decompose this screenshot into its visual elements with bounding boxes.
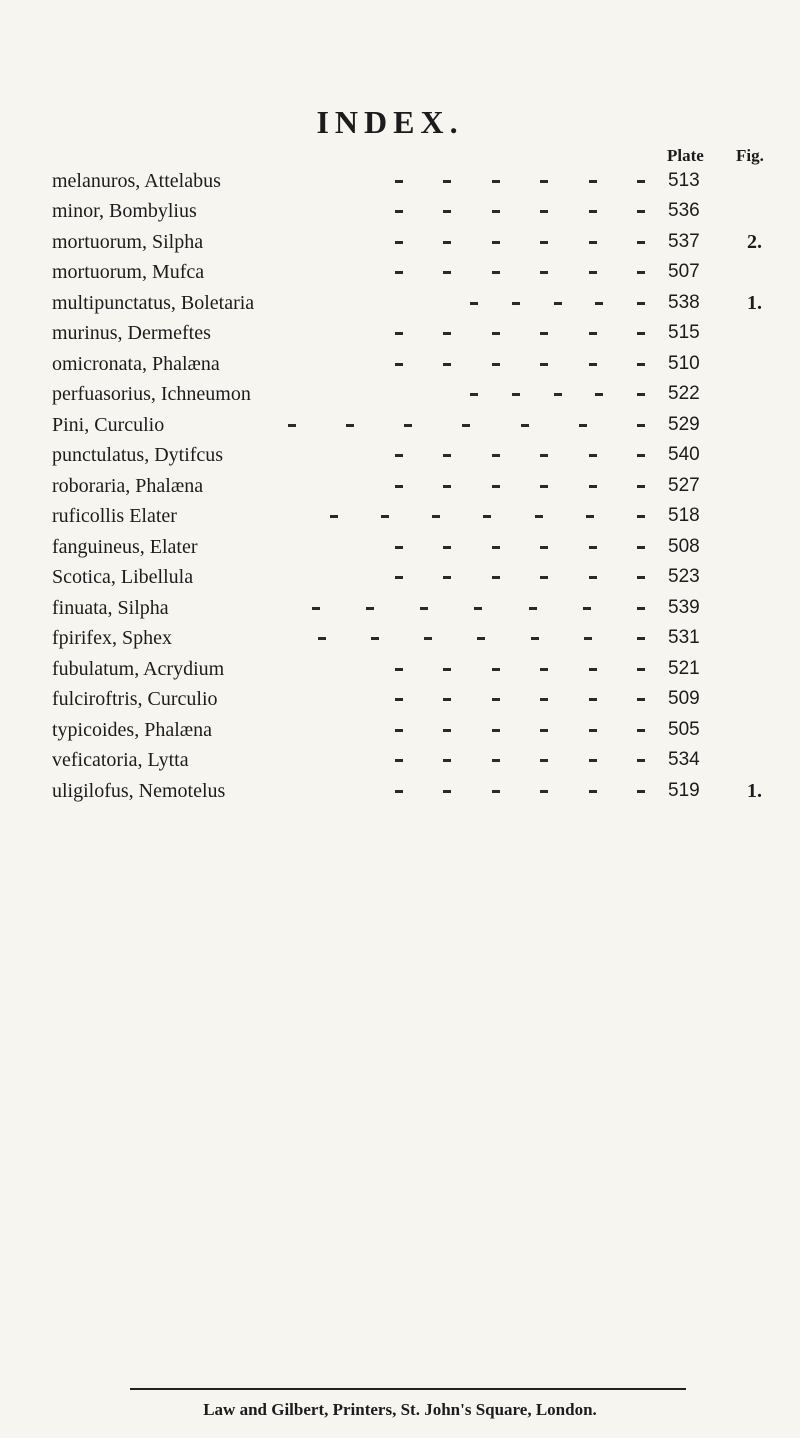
entry-name: fpirifex, Sphex	[52, 627, 172, 649]
entry-fig: 1.	[747, 780, 762, 802]
index-entry	[0, 593, 800, 623]
entry-plate: 507	[668, 261, 700, 282]
dot-leader	[470, 288, 645, 318]
entry-name: multipunctatus, Boletaria	[52, 292, 255, 314]
index-entry	[0, 501, 800, 531]
index-entry	[0, 410, 800, 440]
dot-leader	[395, 471, 645, 501]
entry-plate: 521	[668, 658, 700, 679]
index-entry	[0, 623, 800, 653]
index-entry	[0, 288, 800, 318]
entry-name: ruficollis Elater	[52, 505, 177, 527]
entry-plate: 513	[668, 170, 700, 191]
entry-name: veficatoria, Lytta	[52, 749, 189, 771]
index-entry	[0, 318, 800, 348]
entry-name: perfuasorius, Ichneumon	[52, 383, 251, 405]
index-entry	[0, 349, 800, 379]
entry-name: uligilofus, Nemotelus	[52, 780, 226, 802]
entry-fig: 2.	[747, 231, 762, 253]
entry-name: mortuorum, Silpha	[52, 231, 204, 253]
entry-plate: 510	[668, 353, 700, 374]
entry-name: mortuorum, Mufca	[52, 261, 205, 283]
dot-leader	[330, 501, 645, 531]
entry-name: minor, Bombylius	[52, 200, 197, 222]
dot-leader	[395, 196, 645, 226]
dot-leader	[395, 257, 645, 287]
fig-column-header: Fig.	[736, 146, 764, 165]
entry-plate: 539	[668, 597, 700, 618]
dot-leader	[470, 379, 645, 409]
entry-plate: 523	[668, 566, 700, 587]
entry-plate: 537	[668, 231, 700, 252]
dot-leader	[312, 593, 645, 623]
dot-leader	[395, 684, 645, 714]
entry-name: Scotica, Libellula	[52, 566, 194, 588]
dot-leader	[395, 745, 645, 775]
plate-column-header: Plate	[667, 146, 704, 165]
entry-name: fubulatum, Acrydium	[52, 658, 225, 680]
index-entry	[0, 440, 800, 470]
dot-leader	[395, 349, 645, 379]
index-entry	[0, 654, 800, 684]
entry-name: roboraria, Phalæna	[52, 475, 204, 497]
index-entry	[0, 196, 800, 226]
entry-name: Pini, Curculio	[52, 414, 165, 436]
dot-leader	[318, 623, 645, 653]
index-entry	[0, 562, 800, 592]
printer-imprint: Law and Gilbert, Printers, St. John's Square, London.	[203, 1400, 597, 1419]
entry-name: melanuros, Attelabus	[52, 170, 221, 192]
entry-plate: 505	[668, 719, 700, 740]
entry-plate: 509	[668, 688, 700, 709]
index-entry	[0, 471, 800, 501]
entry-plate: 518	[668, 505, 700, 526]
dot-leader	[395, 532, 645, 562]
entry-plate: 529	[668, 414, 700, 435]
index-entry	[0, 776, 800, 806]
entry-plate: 508	[668, 536, 700, 557]
dot-leader	[288, 410, 645, 440]
entry-plate: 534	[668, 749, 700, 770]
entry-plate: 527	[668, 475, 700, 496]
entry-name: fulciroftris, Curculio	[52, 688, 218, 710]
index-entry	[0, 715, 800, 745]
dot-leader	[395, 715, 645, 745]
dot-leader	[395, 166, 645, 196]
index-entry	[0, 379, 800, 409]
page-title: INDEX.	[316, 104, 464, 140]
entry-name: fanguineus, Elater	[52, 536, 198, 558]
entry-fig: 1.	[747, 292, 762, 314]
entry-plate: 536	[668, 200, 700, 221]
index-entry	[0, 166, 800, 196]
index-entry	[0, 532, 800, 562]
entry-plate: 538	[668, 292, 700, 313]
entry-plate: 515	[668, 322, 700, 343]
dot-leader	[395, 318, 645, 348]
index-entry	[0, 684, 800, 714]
entry-plate: 540	[668, 444, 700, 465]
entry-name: omicronata, Phalæna	[52, 353, 220, 375]
index-entry	[0, 227, 800, 257]
entry-name: typicoides, Phalæna	[52, 719, 212, 741]
entry-plate: 531	[668, 627, 700, 648]
footer-rule	[130, 1388, 686, 1390]
dot-leader	[395, 440, 645, 470]
entry-name: finuata, Silpha	[52, 597, 169, 619]
entry-plate: 519	[668, 780, 700, 801]
entry-name: punctulatus, Dytifcus	[52, 444, 224, 466]
dot-leader	[395, 654, 645, 684]
index-entry	[0, 257, 800, 287]
entry-name: murinus, Dermeftes	[52, 322, 211, 344]
entry-plate: 522	[668, 383, 700, 404]
dot-leader	[395, 562, 645, 592]
dot-leader	[395, 227, 645, 257]
dot-leader	[395, 776, 645, 806]
index-entry	[0, 745, 800, 775]
